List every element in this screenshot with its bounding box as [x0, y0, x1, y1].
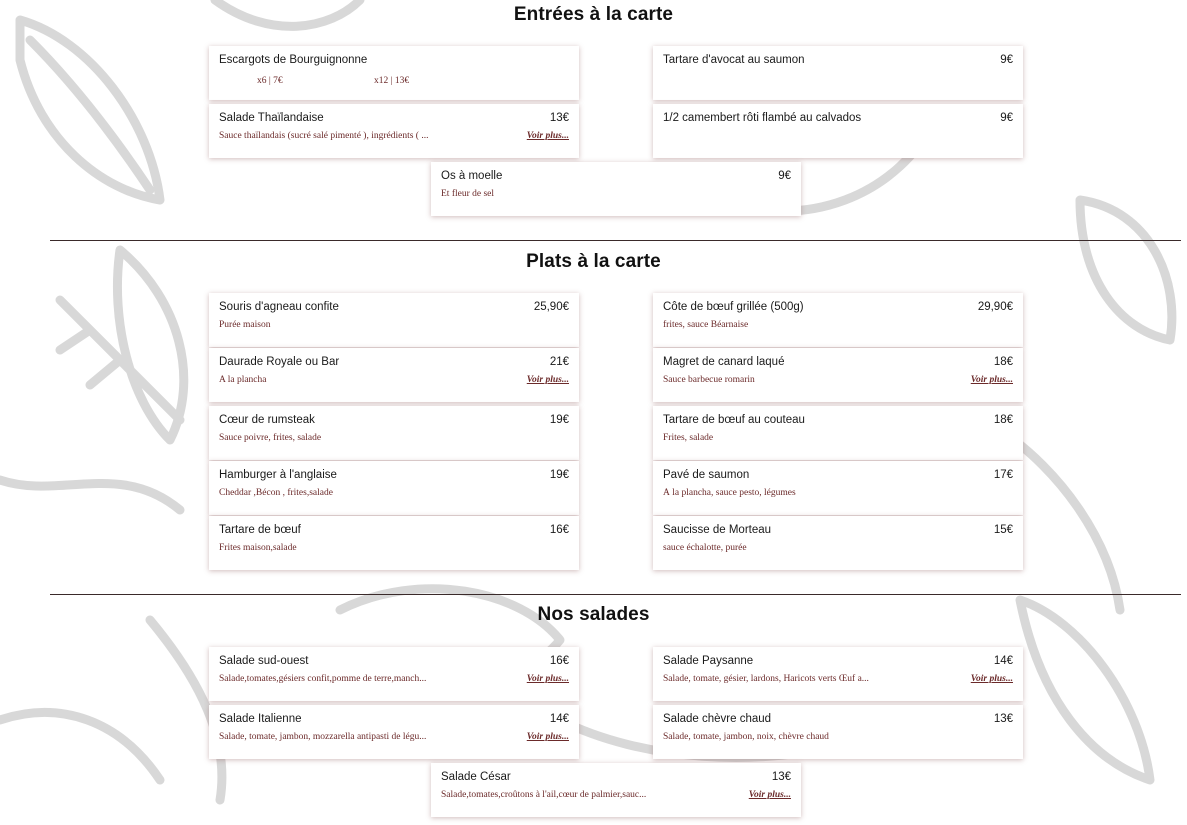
- menu-item-card[interactable]: [653, 406, 1023, 460]
- menu-item-card[interactable]: [209, 348, 579, 402]
- item-price: 19€: [549, 414, 569, 426]
- item-price: 16€: [549, 655, 569, 667]
- item-price: 25,90€: [533, 301, 569, 313]
- item-description: Frites, salade: [663, 433, 714, 443]
- item-description: A la plancha: [219, 375, 267, 385]
- item-description: Salade,tomates,croûtons à l'ail,cœur de palmier,sauc...: [441, 790, 647, 800]
- item-name: Salade Thaïlandaise: [219, 112, 324, 124]
- section-divider: [50, 594, 1181, 595]
- item-price: 21€: [549, 356, 569, 368]
- item-description: Sauce barbecue romarin: [663, 375, 755, 385]
- item-name: Cœur de rumsteak: [219, 414, 315, 426]
- see-more-link[interactable]: Voir plus...: [526, 375, 569, 385]
- item-price: 13€: [993, 713, 1013, 725]
- menu-item-card[interactable]: [653, 516, 1023, 570]
- item-name: Salade sud-ouest: [219, 655, 309, 667]
- item-description: Salade, tomate, jambon, mozzarella antipasti de légu...: [219, 732, 427, 742]
- menu-item-card[interactable]: [209, 406, 579, 460]
- item-price: 18€: [993, 356, 1013, 368]
- item-name: Pavé de saumon: [663, 469, 750, 481]
- item-price: 18€: [993, 414, 1013, 426]
- item-price: 9€: [1000, 112, 1013, 124]
- item-price: 13€: [549, 112, 569, 124]
- see-more-link[interactable]: Voir plus...: [526, 131, 569, 141]
- item-description: Frites maison,salade: [219, 543, 297, 553]
- menu-item-card[interactable]: [653, 293, 1023, 347]
- item-name: Tartare de bœuf: [219, 524, 301, 536]
- item-name: Magret de canard laqué: [663, 356, 785, 368]
- menu-item-card[interactable]: [209, 46, 579, 100]
- item-name: Daurade Royale ou Bar: [219, 356, 340, 368]
- menu-item-card[interactable]: [653, 461, 1023, 515]
- item-name: 1/2 camembert rôti flambé au calvados: [663, 112, 862, 124]
- item-name: Salade chèvre chaud: [663, 713, 772, 725]
- menu-item-card[interactable]: [209, 647, 579, 701]
- item-option: x6 | 7€: [257, 76, 283, 86]
- see-more-link[interactable]: Voir plus...: [970, 674, 1013, 684]
- item-description: frites, sauce Béarnaise: [663, 320, 749, 330]
- item-name: Hamburger à l'anglaise: [219, 469, 337, 481]
- section-title-salades: Nos salades: [537, 604, 650, 625]
- item-description: Cheddar ,Bécon , frites,salade: [219, 488, 333, 498]
- item-name: Os à moelle: [441, 170, 503, 182]
- item-name: Salade Paysanne: [663, 655, 754, 667]
- item-name: Saucisse de Morteau: [663, 524, 772, 536]
- item-name: Tartare de bœuf au couteau: [663, 414, 805, 426]
- item-price: 14€: [549, 713, 569, 725]
- menu-item-card[interactable]: [653, 705, 1023, 759]
- menu-item-card[interactable]: [431, 162, 801, 216]
- see-more-link[interactable]: Voir plus...: [970, 375, 1013, 385]
- item-description: Sauce thaïlandais (sucré salé pimenté ), ingrédients ( ...: [219, 131, 429, 141]
- item-price: 9€: [1000, 54, 1013, 66]
- item-price: 15€: [993, 524, 1013, 536]
- section-divider: [50, 240, 1181, 241]
- item-price: 17€: [993, 469, 1013, 481]
- item-description: Purée maison: [219, 320, 271, 330]
- item-name: Escargots de Bourguignonne: [219, 54, 368, 66]
- item-description: Salade, tomate, jambon, noix, chèvre chaud: [663, 732, 829, 742]
- menu-item-card[interactable]: [209, 705, 579, 759]
- menu-item-card[interactable]: [209, 516, 579, 570]
- menu-item-card[interactable]: [653, 46, 1023, 100]
- item-name: Côte de bœuf grillée (500g): [663, 301, 804, 313]
- menu-item-card[interactable]: [653, 348, 1023, 402]
- item-name: Tartare d'avocat au saumon: [663, 54, 805, 66]
- item-price: 29,90€: [977, 301, 1013, 313]
- menu-item-card[interactable]: [209, 104, 579, 158]
- menu-item-card[interactable]: [209, 293, 579, 347]
- item-price: 14€: [993, 655, 1013, 667]
- item-option: x12 | 13€: [374, 76, 410, 86]
- item-description: À la plancha, sauce pesto, légumes: [663, 488, 796, 498]
- item-price: 16€: [549, 524, 569, 536]
- menu-item-card[interactable]: [209, 461, 579, 515]
- item-name: Souris d'agneau confite: [219, 301, 339, 313]
- item-description: Salade,tomates,gésiers confit,pomme de terre,manch...: [219, 674, 427, 684]
- see-more-link[interactable]: Voir plus...: [526, 732, 569, 742]
- section-title-plats: Plats à la carte: [526, 251, 661, 272]
- item-price: 19€: [549, 469, 569, 481]
- item-price: 13€: [771, 771, 791, 783]
- item-description: sauce échalotte, purée: [663, 543, 747, 553]
- see-more-link[interactable]: Voir plus...: [748, 790, 791, 800]
- menu-item-card[interactable]: [653, 647, 1023, 701]
- menu-item-card[interactable]: [653, 104, 1023, 158]
- menu-item-card[interactable]: [431, 763, 801, 817]
- section-title-entrees: Entrées à la carte: [513, 4, 674, 25]
- item-description: Sauce poivre, frites, salade: [219, 433, 322, 443]
- see-more-link[interactable]: Voir plus...: [526, 674, 569, 684]
- item-description: Salade, tomate, gésier, lardons, Haricots verts Œuf a...: [663, 674, 869, 684]
- item-price: 9€: [778, 170, 791, 182]
- item-name: Salade Italienne: [219, 713, 302, 725]
- item-description: Et fleur de sel: [441, 189, 495, 199]
- item-name: Salade César: [441, 771, 511, 783]
